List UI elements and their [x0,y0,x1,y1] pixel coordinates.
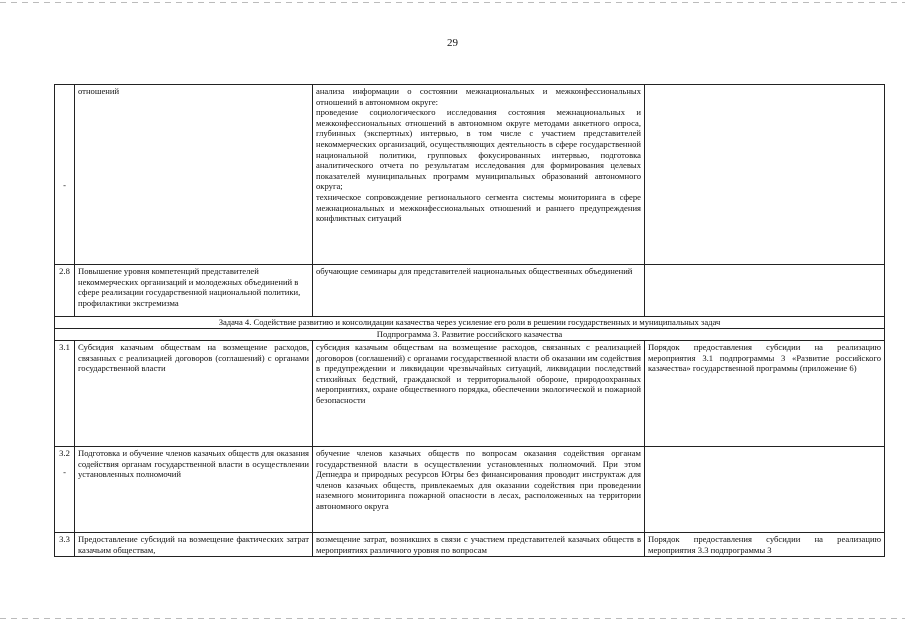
event-cell [75,341,313,447]
event-text: Субсидия казачьим обществам на возмещение расходов, связанных с реализацией договоров (соглашений) с органами государственной власти [78,342,309,374]
document-text: Порядок предоставления субсидии на реализацию мероприятия 3.1 подпрограммы 3 «Развитие российского казачества» государственной программы (приложение 6) [648,342,881,374]
program-table [54,84,885,557]
table-row [55,533,885,557]
event-text: отношений [78,86,120,96]
document-cell [645,85,885,265]
row-number: 3.2 [59,448,70,458]
event-text: Подготовка и обучение членов казачьих обществ для оказания содействия органам государственной власти в осуществлении установленных полномочий [78,448,309,480]
content-paragraph: техническое сопровождение регионального сегмента системы мониторинга в сфере межнациональных и межконфессиональных отношений и раннего предупреждения конфликтных ситуаций [316,191,641,224]
task-heading: Задача 4. Содействие развитию и консолидации казачества через усиление его роли в решении государственных и муниципальных задач [55,317,885,329]
row-number-cell [55,447,75,533]
content-cell [313,85,645,265]
content-cell [313,447,645,533]
table-row [55,85,885,265]
document-cell [645,341,885,447]
document-cell [645,533,885,557]
event-cell [75,85,313,265]
content-text: обучение членов казачьих обществ по вопросам оказания содействия органам государственной власти в осуществлении установленных полномочий. При этом Депнедра и природных ресурсов Югры без финансирования проводит инструктаж для членов казачьих обществ, привлекаемых для оказании содействия при проведении наземного мониторинга пожарной опасности в лесах, расположенных на территории автономного округа [316,448,641,511]
content-cell [313,341,645,447]
document-cell [645,265,885,317]
table-row [55,447,885,533]
event-cell [75,447,313,533]
page-number: 29 [447,37,458,49]
subprogram-heading: Подпрограмма 3. Развитие российского казачества [55,329,885,341]
content-text: субсидия казачьим обществам на возмещение расходов, связанных с реализацией договоров (соглашений) с органами государственной власти об оказании им содействия в предупреждении и ликвидации чрезвычайных ситуаций, ликвидации последствий стихийных бедствий, гражданской и территориальной обороне, природоохранных мероприятиях, охране общественного порядка, обеспечении экологической и пожарной безопасности [316,342,641,405]
content-text: возмещение затрат, возникших в связи с участием представителей казачьих обществ в мероприятиях различного уровня по вопросам [316,534,641,555]
margin-marker: - [63,180,66,190]
event-cell [75,265,313,317]
row-number-cell [55,533,75,557]
content-cell [313,533,645,557]
document-text: Порядок предоставления субсидии на реализацию мероприятия 3.3 подпрограммы 3 [648,534,881,555]
row-number: 3.3 [59,534,70,544]
content-paragraph: проведение социологического исследования состояния межнациональных и межконфессиональных отношений в автономном округе методами анкетного опроса, глубинных (экспертных) интервью, в том числе с участием представителей некоммерческих организаций, осуществляющих деятельность в сфере государственной национальной политики, групповых фокусированных интервью, подготовка аналитического отчета по результатам исследования для формирования целевых показателей муниципальных программ муниципальных образований автономного округа; [316,107,641,192]
event-text: Предоставление субсидий на возмещение фактических затрат казачьим обществам, [78,534,309,555]
scan-edge-top [0,2,905,3]
content-paragraph: обучающие семинары для представителей национальных общественных объединений [316,266,633,276]
content-paragraph: анализа информации о состоянии межнациональных и межконфессиональных отношений в автономном округе: [316,86,641,107]
table-row [55,341,885,447]
margin-marker: - [63,466,66,477]
row-number-cell [55,85,75,265]
content-cell [313,265,645,317]
event-cell [75,533,313,557]
subprogram-row [55,329,885,341]
row-number: 3.1 [59,342,70,352]
row-number-cell [55,341,75,447]
task-row [55,317,885,329]
event-text: Повышение уровня компетенций представителей некоммерческих организаций и молодежных объединений в сфере реализации государственной национальной политики, профилактики экстремизма [78,266,301,308]
row-number-cell [55,265,75,317]
document-cell [645,447,885,533]
scan-edge-bottom [0,618,905,619]
table-row [55,265,885,317]
row-number: 2.8 [59,266,70,276]
